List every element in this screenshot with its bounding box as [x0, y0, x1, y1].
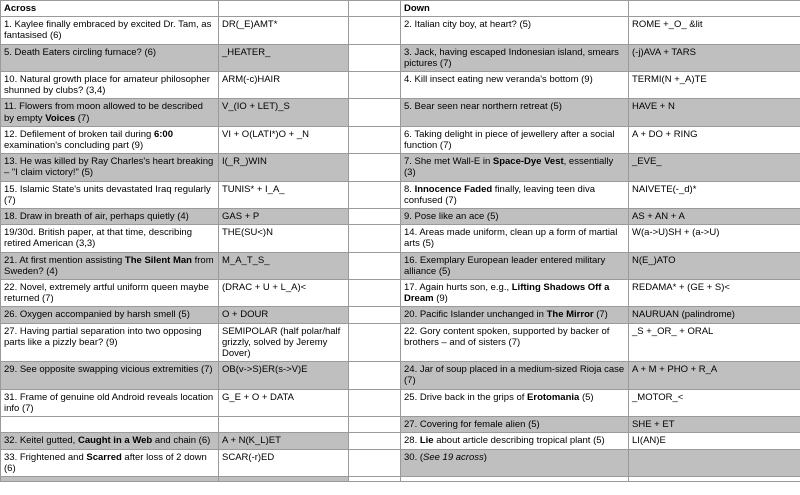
- header-row: [1, 1, 800, 17]
- down-answer-cell: _MOTOR_<: [629, 389, 800, 416]
- across-clue-cell: 27. Having partial separation into two opposing parts like a pizzly bear? (9): [1, 323, 219, 362]
- across-answer-cell: [219, 476, 349, 481]
- down-answer-cell: (-j)AVA + TARS: [629, 44, 800, 71]
- clue-row: [1, 126, 800, 153]
- clue-row: [1, 362, 800, 389]
- spacer-cell: [349, 323, 401, 362]
- across-answer-cell: GAS + P: [219, 209, 349, 225]
- across-clue-cell: 13. He was killed by Ray Charles's heart breaking – "I claim victory!" (5): [1, 154, 219, 181]
- down-clue-cell: 30. (See 19 across): [401, 449, 629, 476]
- across-answer-cell: DR(_E)AMT*: [219, 17, 349, 44]
- across-clue-cell: 31. Frame of genuine old Android reveals location info (7): [1, 389, 219, 416]
- down-clue-cell: 25. Drive back in the grips of Erotomania (5): [401, 389, 629, 416]
- down-clue-cell: 14. Areas made uniform, clean up a form of martial arts (5): [401, 225, 629, 252]
- across-answer-cell: VI + O(LATI*)O + _N: [219, 126, 349, 153]
- down-answer-cell: A + M + PHO + R_A: [629, 362, 800, 389]
- down-answer-cell: A + DO + RING: [629, 126, 800, 153]
- down-clue-cell: 3. Jack, having escaped Indonesian island, smears pictures (7): [401, 44, 629, 71]
- across-answer-cell: A + N(K_L)ET: [219, 433, 349, 449]
- across-answer-cell: (DRAC + U + L_A)<: [219, 280, 349, 307]
- clue-row: [1, 280, 800, 307]
- across-answer-cell: SCAR(-r)ED: [219, 449, 349, 476]
- across-clue-cell: 26. Oxygen accompanied by harsh smell (5): [1, 307, 219, 323]
- spacer-cell: [349, 99, 401, 126]
- across-answer-cell: M_A_T_S_: [219, 252, 349, 279]
- across-clue-cell: 15. Islamic State's units devastated Iraq regularly (7): [1, 181, 219, 208]
- across-answer-cell: THE(SU<)N: [219, 225, 349, 252]
- down-answer-cell: AS + AN + A: [629, 209, 800, 225]
- spacer-cell: [349, 72, 401, 99]
- clue-row: [1, 323, 800, 362]
- down-clue-cell: 5. Bear seen near northern retreat (5): [401, 99, 629, 126]
- clue-row: [1, 389, 800, 416]
- down-answer-cell: NAIVETE(-_d)*: [629, 181, 800, 208]
- down-answer-cell: N(E_)ATO: [629, 252, 800, 279]
- down-answer-cell: [629, 476, 800, 481]
- down-answer-cell: W(a->U)SH + (a->U): [629, 225, 800, 252]
- down-answer-cell: REDAMA* + (GE + S)<: [629, 280, 800, 307]
- across-clue-cell: 29. See opposite swapping vicious extremities (7): [1, 362, 219, 389]
- down-clue-cell: 8. Innocence Faded finally, leaving teen diva confused (7): [401, 181, 629, 208]
- across-answer-cell: OB(v->S)ER(s->V)E: [219, 362, 349, 389]
- down-answer-cell: ROME +_O_ &lit: [629, 17, 800, 44]
- clue-row: [1, 307, 800, 323]
- down-clue-cell: 9. Pose like an ace (5): [401, 209, 629, 225]
- spacer-cell: [349, 476, 401, 481]
- across-clue-cell: 22. Novel, extremely artful uniform queen maybe returned (7): [1, 280, 219, 307]
- down-clue-cell: 22. Gory content spoken, supported by backer of brothers – and of sisters (7): [401, 323, 629, 362]
- clue-row: [1, 181, 800, 208]
- across-clue-cell: [1, 476, 219, 481]
- spacer-cell: [349, 17, 401, 44]
- down-clue-cell: 17. Again hurts son, e.g., Lifting Shadows Off a Dream (9): [401, 280, 629, 307]
- spacer-cell: [349, 44, 401, 71]
- clue-row: [1, 99, 800, 126]
- clue-row: [1, 225, 800, 252]
- down-clue-cell: 28. Lie about article describing tropical plant (5): [401, 433, 629, 449]
- across-clue-cell: 19/30d. British paper, at that time, describing retired American (3,3): [1, 225, 219, 252]
- spacer-cell: [349, 433, 401, 449]
- down-answer-cell: TERMI(N +_A)TE: [629, 72, 800, 99]
- down-clue-cell: 20. Pacific Islander unchanged in The Mirror (7): [401, 307, 629, 323]
- down-clue-cell: 2. Italian city boy, at heart? (5): [401, 17, 629, 44]
- down-answer-header: [629, 1, 800, 17]
- across-answer-header: [219, 1, 349, 17]
- clue-row: [1, 154, 800, 181]
- spacer-cell: [349, 389, 401, 416]
- down-answer-cell: _S +_OR_ + ORAL: [629, 323, 800, 362]
- spacer-cell: [349, 417, 401, 433]
- down-clue-cell: 16. Exemplary European leader entered military alliance (5): [401, 252, 629, 279]
- down-answer-cell: NAURUAN (palindrome): [629, 307, 800, 323]
- across-answer-cell: G_E + O + DATA: [219, 389, 349, 416]
- down-answer-cell: HAVE + N: [629, 99, 800, 126]
- spacer-cell: [349, 362, 401, 389]
- across-clue-cell: 21. At first mention assisting The Silent Man from Sweden? (4): [1, 252, 219, 279]
- clue-row: [1, 449, 800, 476]
- spacer-cell: [349, 449, 401, 476]
- down-answer-cell: [629, 449, 800, 476]
- across-answer-cell: TUNIS* + I_A_: [219, 181, 349, 208]
- across-answer-cell: I(_R_)WIN: [219, 154, 349, 181]
- clue-row: [1, 252, 800, 279]
- spacer-cell: [349, 126, 401, 153]
- spacer-cell: [349, 154, 401, 181]
- clue-row: [1, 209, 800, 225]
- across-header: Across: [1, 1, 219, 17]
- across-clue-cell: 33. Frightened and Scarred after loss of 2 down (6): [1, 449, 219, 476]
- across-answer-cell: [219, 417, 349, 433]
- down-clue-cell: [401, 476, 629, 481]
- across-clue-cell: 1. Kaylee finally embraced by excited Dr. Tam, as fantasised (6): [1, 17, 219, 44]
- across-answer-cell: _HEATER_: [219, 44, 349, 71]
- across-clue-cell: 12. Defilement of broken tail during 6:00 examination's concluding part (9): [1, 126, 219, 153]
- clue-row: [1, 417, 800, 433]
- spacer-cell: [349, 307, 401, 323]
- spacer-cell: [349, 181, 401, 208]
- down-answer-cell: SHE + ET: [629, 417, 800, 433]
- down-clue-cell: 7. She met Wall-E in Space-Dye Vest, essentially (3): [401, 154, 629, 181]
- spacer-cell: [349, 225, 401, 252]
- spacer-cell: [349, 280, 401, 307]
- clue-row: [1, 44, 800, 71]
- across-answer-cell: ARM(-c)HAIR: [219, 72, 349, 99]
- down-clue-cell: 24. Jar of soup placed in a medium-sized Rioja case (7): [401, 362, 629, 389]
- across-answer-cell: V_(IO + LET)_S: [219, 99, 349, 126]
- spacer-cell: [349, 1, 401, 17]
- across-clue-cell: [1, 417, 219, 433]
- across-clue-cell: 5. Death Eaters circling furnace? (6): [1, 44, 219, 71]
- spacer-cell: [349, 252, 401, 279]
- clue-row: [1, 17, 800, 44]
- across-answer-cell: O + DOUR: [219, 307, 349, 323]
- clue-row: [1, 72, 800, 99]
- down-header: Down: [401, 1, 629, 17]
- spacer-cell: [349, 209, 401, 225]
- down-clue-cell: 27. Covering for female alien (5): [401, 417, 629, 433]
- across-clue-cell: 32. Keitel gutted, Caught in a Web and chain (6): [1, 433, 219, 449]
- across-answer-cell: SEMIPOLAR (half polar/half grizzly, solved by Jeremy Dover): [219, 323, 349, 362]
- down-answer-cell: LI(AN)E: [629, 433, 800, 449]
- across-clue-cell: 18. Draw in breath of air, perhaps quietly (4): [1, 209, 219, 225]
- across-clue-cell: 10. Natural growth place for amateur philosopher shunned by clubs? (3,4): [1, 72, 219, 99]
- down-answer-cell: _EVE_: [629, 154, 800, 181]
- clue-row: [1, 433, 800, 449]
- down-clue-cell: 6. Taking delight in piece of jewellery after a social function (7): [401, 126, 629, 153]
- down-clue-cell: 4. Kill insect eating new veranda's bottom (9): [401, 72, 629, 99]
- clue-row: [1, 476, 800, 481]
- across-clue-cell: 11. Flowers from moon allowed to be described by empty Voices (7): [1, 99, 219, 126]
